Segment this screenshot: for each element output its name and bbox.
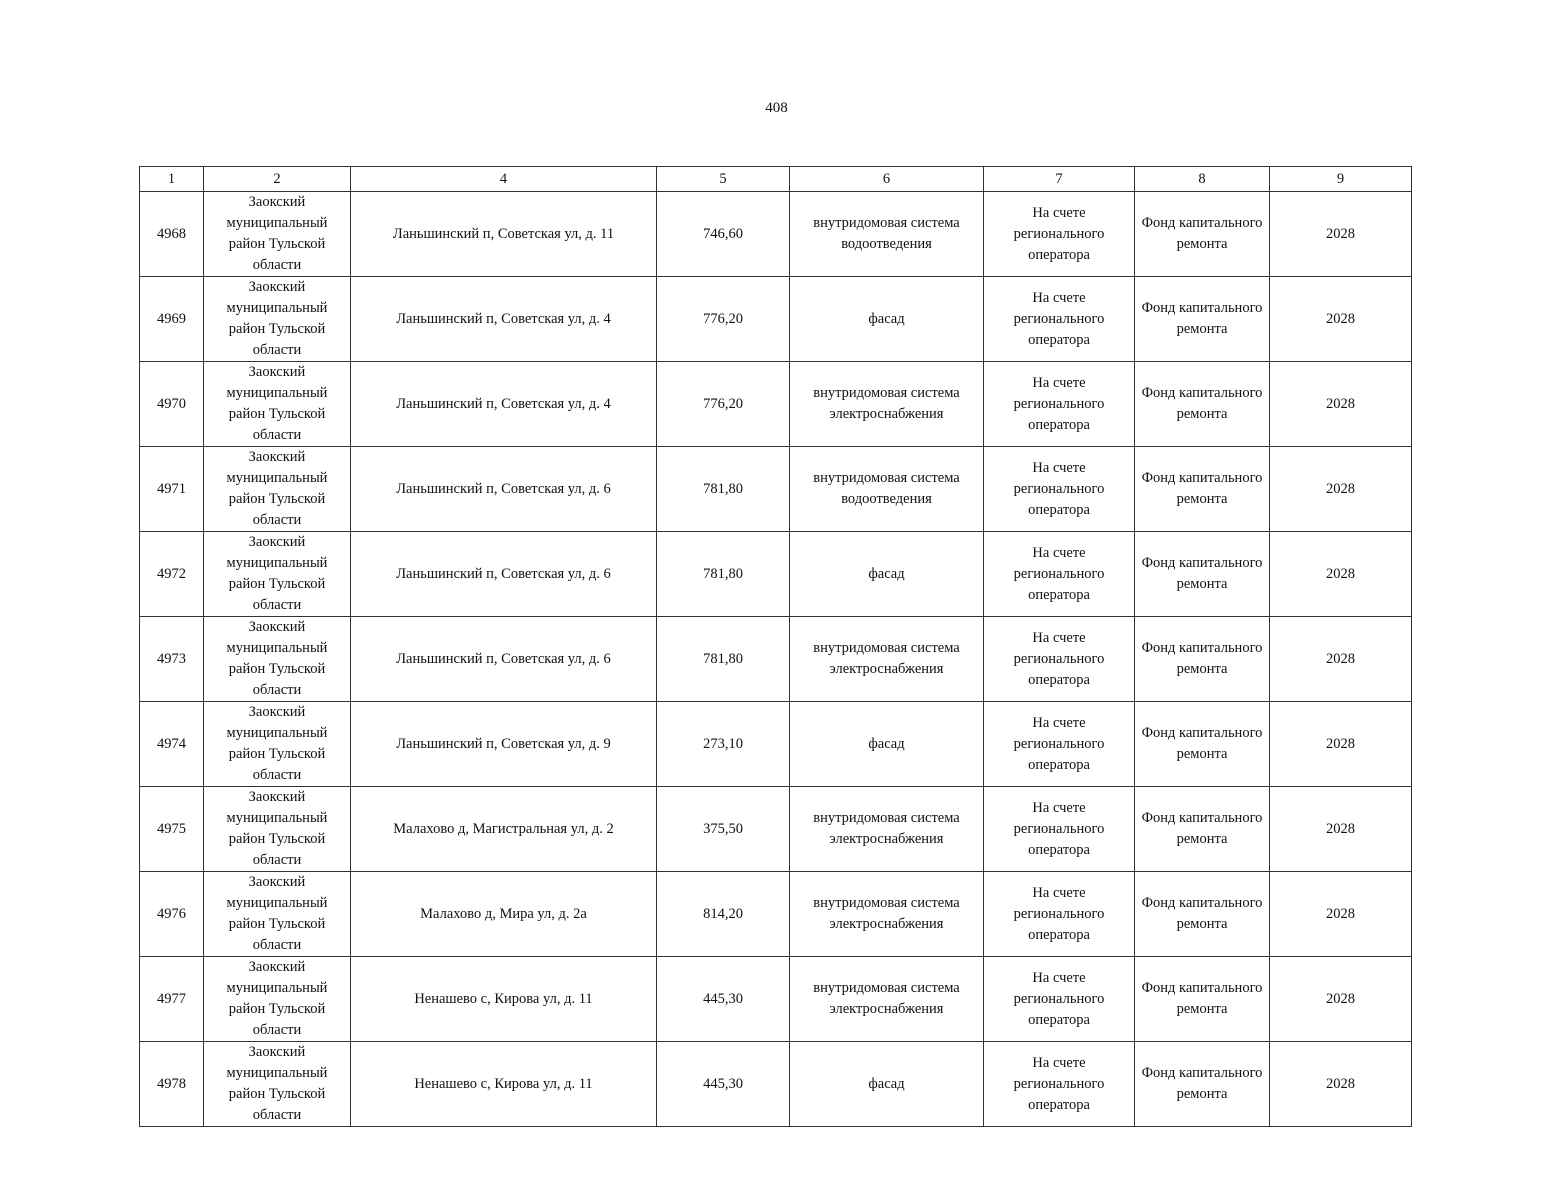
header-row: [140, 167, 1412, 192]
address-cell: Ланьшинский п, Советская ул, д. 4: [351, 362, 657, 447]
work-type-cell: внутридомовая система водоотведения: [790, 192, 984, 277]
row-number-cell: 4974: [140, 702, 204, 787]
year-cell: 2028: [1270, 277, 1412, 362]
account-cell: На счете регионального оператора: [984, 1042, 1135, 1127]
district-cell: Заокский муниципальный район Тульской области: [204, 277, 351, 362]
area-cell: 273,10: [657, 702, 790, 787]
table-row: [140, 1042, 1412, 1127]
district-cell: Заокский муниципальный район Тульской области: [204, 872, 351, 957]
district-cell: Заокский муниципальный район Тульской области: [204, 362, 351, 447]
column-header-8: 8: [1135, 167, 1270, 192]
fund-cell: Фонд капитального ремонта: [1135, 872, 1270, 957]
column-header-6: 6: [790, 167, 984, 192]
year-cell: 2028: [1270, 872, 1412, 957]
table-row: [140, 787, 1412, 872]
address-cell: Ланьшинский п, Советская ул, д. 6: [351, 532, 657, 617]
area-cell: 781,80: [657, 447, 790, 532]
work-type-cell: внутридомовая система электроснабжения: [790, 872, 984, 957]
address-cell: Ланьшинский п, Советская ул, д. 9: [351, 702, 657, 787]
year-cell: 2028: [1270, 787, 1412, 872]
work-type-cell: фасад: [790, 702, 984, 787]
row-number-cell: 4971: [140, 447, 204, 532]
table-row: [140, 957, 1412, 1042]
district-cell: Заокский муниципальный район Тульской области: [204, 1042, 351, 1127]
account-cell: На счете регионального оператора: [984, 362, 1135, 447]
table-row: [140, 702, 1412, 787]
area-cell: 746,60: [657, 192, 790, 277]
work-type-cell: внутридомовая система водоотведения: [790, 447, 984, 532]
area-cell: 445,30: [657, 957, 790, 1042]
year-cell: 2028: [1270, 1042, 1412, 1127]
fund-cell: Фонд капитального ремонта: [1135, 617, 1270, 702]
address-cell: Ненашево с, Кирова ул, д. 11: [351, 1042, 657, 1127]
fund-cell: Фонд капитального ремонта: [1135, 532, 1270, 617]
row-number-cell: 4969: [140, 277, 204, 362]
work-type-cell: внутридомовая система электроснабжения: [790, 957, 984, 1042]
year-cell: 2028: [1270, 362, 1412, 447]
account-cell: На счете регионального оператора: [984, 532, 1135, 617]
address-cell: Ненашево с, Кирова ул, д. 11: [351, 957, 657, 1042]
account-cell: На счете регионального оператора: [984, 787, 1135, 872]
column-header-4: 4: [351, 167, 657, 192]
account-cell: На счете регионального оператора: [984, 447, 1135, 532]
account-cell: На счете регионального оператора: [984, 702, 1135, 787]
address-cell: Малахово д, Мира ул, д. 2а: [351, 872, 657, 957]
row-number-cell: 4968: [140, 192, 204, 277]
table-row: [140, 362, 1412, 447]
area-cell: 781,80: [657, 617, 790, 702]
area-cell: 445,30: [657, 1042, 790, 1127]
fund-cell: Фонд капитального ремонта: [1135, 957, 1270, 1042]
address-cell: Ланьшинский п, Советская ул, д. 4: [351, 277, 657, 362]
column-header-1: 1: [140, 167, 204, 192]
district-cell: Заокский муниципальный район Тульской области: [204, 702, 351, 787]
row-number-cell: 4972: [140, 532, 204, 617]
area-cell: 776,20: [657, 277, 790, 362]
year-cell: 2028: [1270, 702, 1412, 787]
year-cell: 2028: [1270, 957, 1412, 1042]
fund-cell: Фонд капитального ремонта: [1135, 277, 1270, 362]
fund-cell: Фонд капитального ремонта: [1135, 787, 1270, 872]
table-row: [140, 872, 1412, 957]
table-row: [140, 617, 1412, 702]
year-cell: 2028: [1270, 192, 1412, 277]
account-cell: На счете регионального оператора: [984, 872, 1135, 957]
address-cell: Ланьшинский п, Советская ул, д. 6: [351, 447, 657, 532]
work-type-cell: фасад: [790, 1042, 984, 1127]
work-type-cell: фасад: [790, 277, 984, 362]
table-row: [140, 447, 1412, 532]
address-cell: Малахово д, Магистральная ул, д. 2: [351, 787, 657, 872]
year-cell: 2028: [1270, 532, 1412, 617]
district-cell: Заокский муниципальный район Тульской области: [204, 787, 351, 872]
district-cell: Заокский муниципальный район Тульской области: [204, 532, 351, 617]
address-cell: Ланьшинский п, Советская ул, д. 6: [351, 617, 657, 702]
column-header-2: 2: [204, 167, 351, 192]
column-header-7: 7: [984, 167, 1135, 192]
row-number-cell: 4976: [140, 872, 204, 957]
table-row: [140, 192, 1412, 277]
account-cell: На счете регионального оператора: [984, 277, 1135, 362]
column-header-5: 5: [657, 167, 790, 192]
row-number-cell: 4970: [140, 362, 204, 447]
work-type-cell: внутридомовая система электроснабжения: [790, 787, 984, 872]
column-header-9: 9: [1270, 167, 1412, 192]
account-cell: На счете регионального оператора: [984, 192, 1135, 277]
area-cell: 781,80: [657, 532, 790, 617]
district-cell: Заокский муниципальный район Тульской области: [204, 617, 351, 702]
area-cell: 375,50: [657, 787, 790, 872]
account-cell: На счете регионального оператора: [984, 617, 1135, 702]
area-cell: 776,20: [657, 362, 790, 447]
table-row: [140, 532, 1412, 617]
district-cell: Заокский муниципальный район Тульской области: [204, 447, 351, 532]
area-cell: 814,20: [657, 872, 790, 957]
row-number-cell: 4977: [140, 957, 204, 1042]
page-number: 408: [765, 100, 788, 116]
fund-cell: Фонд капитального ремонта: [1135, 362, 1270, 447]
work-type-cell: внутридомовая система электроснабжения: [790, 362, 984, 447]
address-cell: Ланьшинский п, Советская ул, д. 11: [351, 192, 657, 277]
year-cell: 2028: [1270, 617, 1412, 702]
fund-cell: Фонд капитального ремонта: [1135, 192, 1270, 277]
district-cell: Заокский муниципальный район Тульской области: [204, 192, 351, 277]
fund-cell: Фонд капитального ремонта: [1135, 447, 1270, 532]
work-type-cell: фасад: [790, 532, 984, 617]
account-cell: На счете регионального оператора: [984, 957, 1135, 1042]
district-cell: Заокский муниципальный район Тульской области: [204, 957, 351, 1042]
table-row: [140, 277, 1412, 362]
row-number-cell: 4975: [140, 787, 204, 872]
fund-cell: Фонд капитального ремонта: [1135, 702, 1270, 787]
row-number-cell: 4978: [140, 1042, 204, 1127]
work-type-cell: внутридомовая система электроснабжения: [790, 617, 984, 702]
capital-repair-table: [139, 166, 1412, 1127]
year-cell: 2028: [1270, 447, 1412, 532]
row-number-cell: 4973: [140, 617, 204, 702]
fund-cell: Фонд капитального ремонта: [1135, 1042, 1270, 1127]
